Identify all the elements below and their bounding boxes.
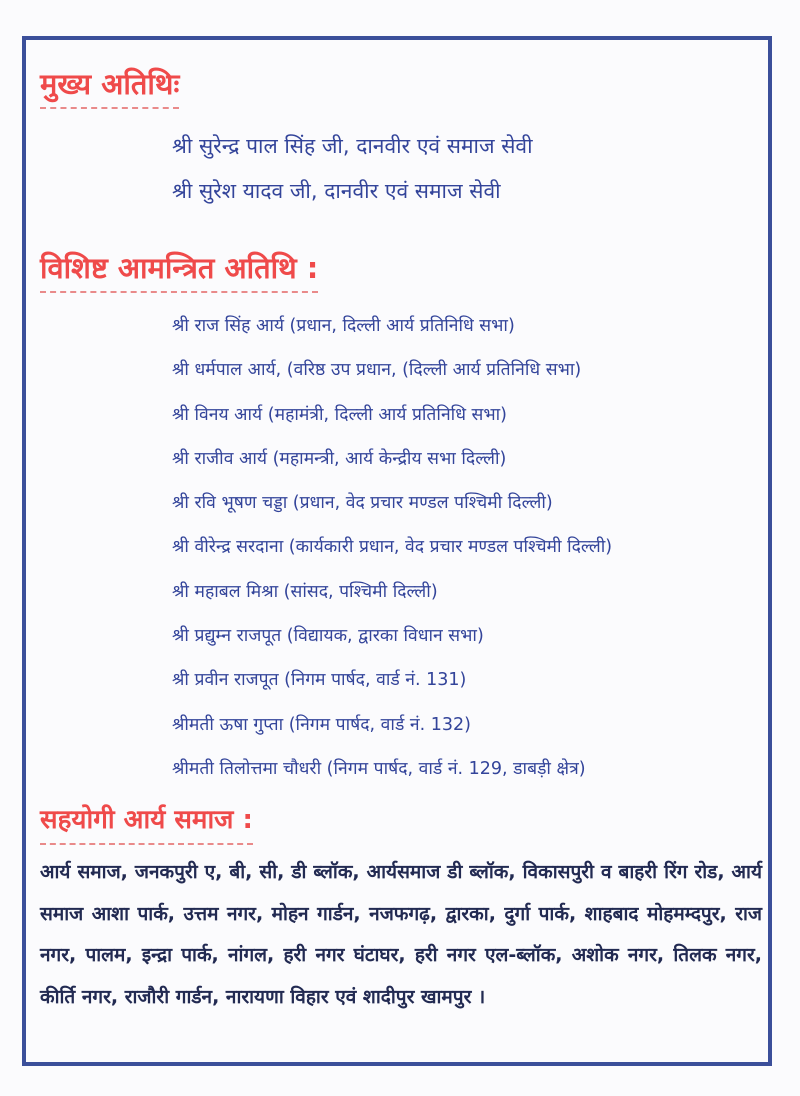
special-guests-heading: विशिष्ट आमन्त्रित अतिथि : (40, 248, 318, 293)
special-guest-item: श्री महाबल मिश्रा (सांसद, पश्चिमी दिल्ली) (172, 581, 438, 602)
special-guest-item: श्रीमती तिलोत्तमा चौधरी (निगम पार्षद, वार्ड नं. 129, डाबड़ी क्षेत्र) (172, 758, 586, 779)
special-guest-item: श्री राज सिंह आर्य (प्रधान, दिल्ली आर्य प्रतिनिधि सभा) (172, 316, 515, 336)
special-guest-item: श्री वीरेन्द्र सरदाना (कार्यकारी प्रधान, वेद प्रचार मण्डल पश्चिमी दिल्ली) (172, 537, 613, 558)
special-guest-item: श्री धर्मपाल आर्य, (वरिष्ठ उप प्रधान, (दिल्ली आर्य प्रतिनिधि सभा) (172, 360, 582, 381)
special-guest-item: श्री रवि भूषण चड्डा (प्रधान, वेद प्रचार मण्डल पश्चिमी दिल्ली) (172, 493, 553, 514)
cooperating-samaj-list: आर्य समाज, जनकपुरी ए, बी, सी, डी ब्लॉक, आर्यसमाज डी ब्लॉक, विकासपुरी व बाहरी रिंग रोड, आर्य समाज आशा पार्क, उत्तम नगर, मोहन गार्डन, नजफगढ़, द्वारका, दुर्गा पार्क, शाहबाद मोहमम्दपुर, राज नगर, पालम, इन्द्रा पार्क, नांगल, हरी नगर घंटाघर, हरी नगर एल-ब्लॉक, अशोक नगर, तिलक नगर, कीर्ति नगर, राजौरी गार्डन, नारायणा विहार एवं शादीपुर खामपुर । (40, 861, 762, 1008)
special-guest-item: श्रीमती ऊषा गुप्ता (निगम पार्षद, वार्ड नं. 132) (172, 714, 471, 735)
special-guest-item: श्री प्रद्युम्न राजपूत (विद्यायक, द्वारका विधान सभा) (172, 626, 484, 647)
cooperating-samaj-heading: सहयोगी आर्य समाज : (40, 800, 253, 845)
chief-guests-heading: मुख्य अतिथिः (40, 64, 179, 109)
special-guest-item: श्री प्रवीन राजपूत (निगम पार्षद, वार्ड नं. 131) (172, 670, 467, 691)
chief-guest-item: श्री सुरेश यादव जी, दानवीर एवं समाज सेवी (172, 179, 501, 203)
chief-guests-list (172, 126, 533, 216)
special-guests-list (172, 306, 612, 793)
special-guest-item: श्री विनय आर्य (महामंत्री, दिल्ली आर्य प्रतिनिधि सभा) (172, 404, 508, 425)
special-guest-item: श्री राजीव आर्य (महामन्त्री, आर्य केन्द्रीय सभा दिल्ली) (172, 448, 507, 469)
chief-guest-item: श्री सुरेन्द्र पाल सिंह जी, दानवीर एवं समाज सेवी (172, 134, 533, 158)
